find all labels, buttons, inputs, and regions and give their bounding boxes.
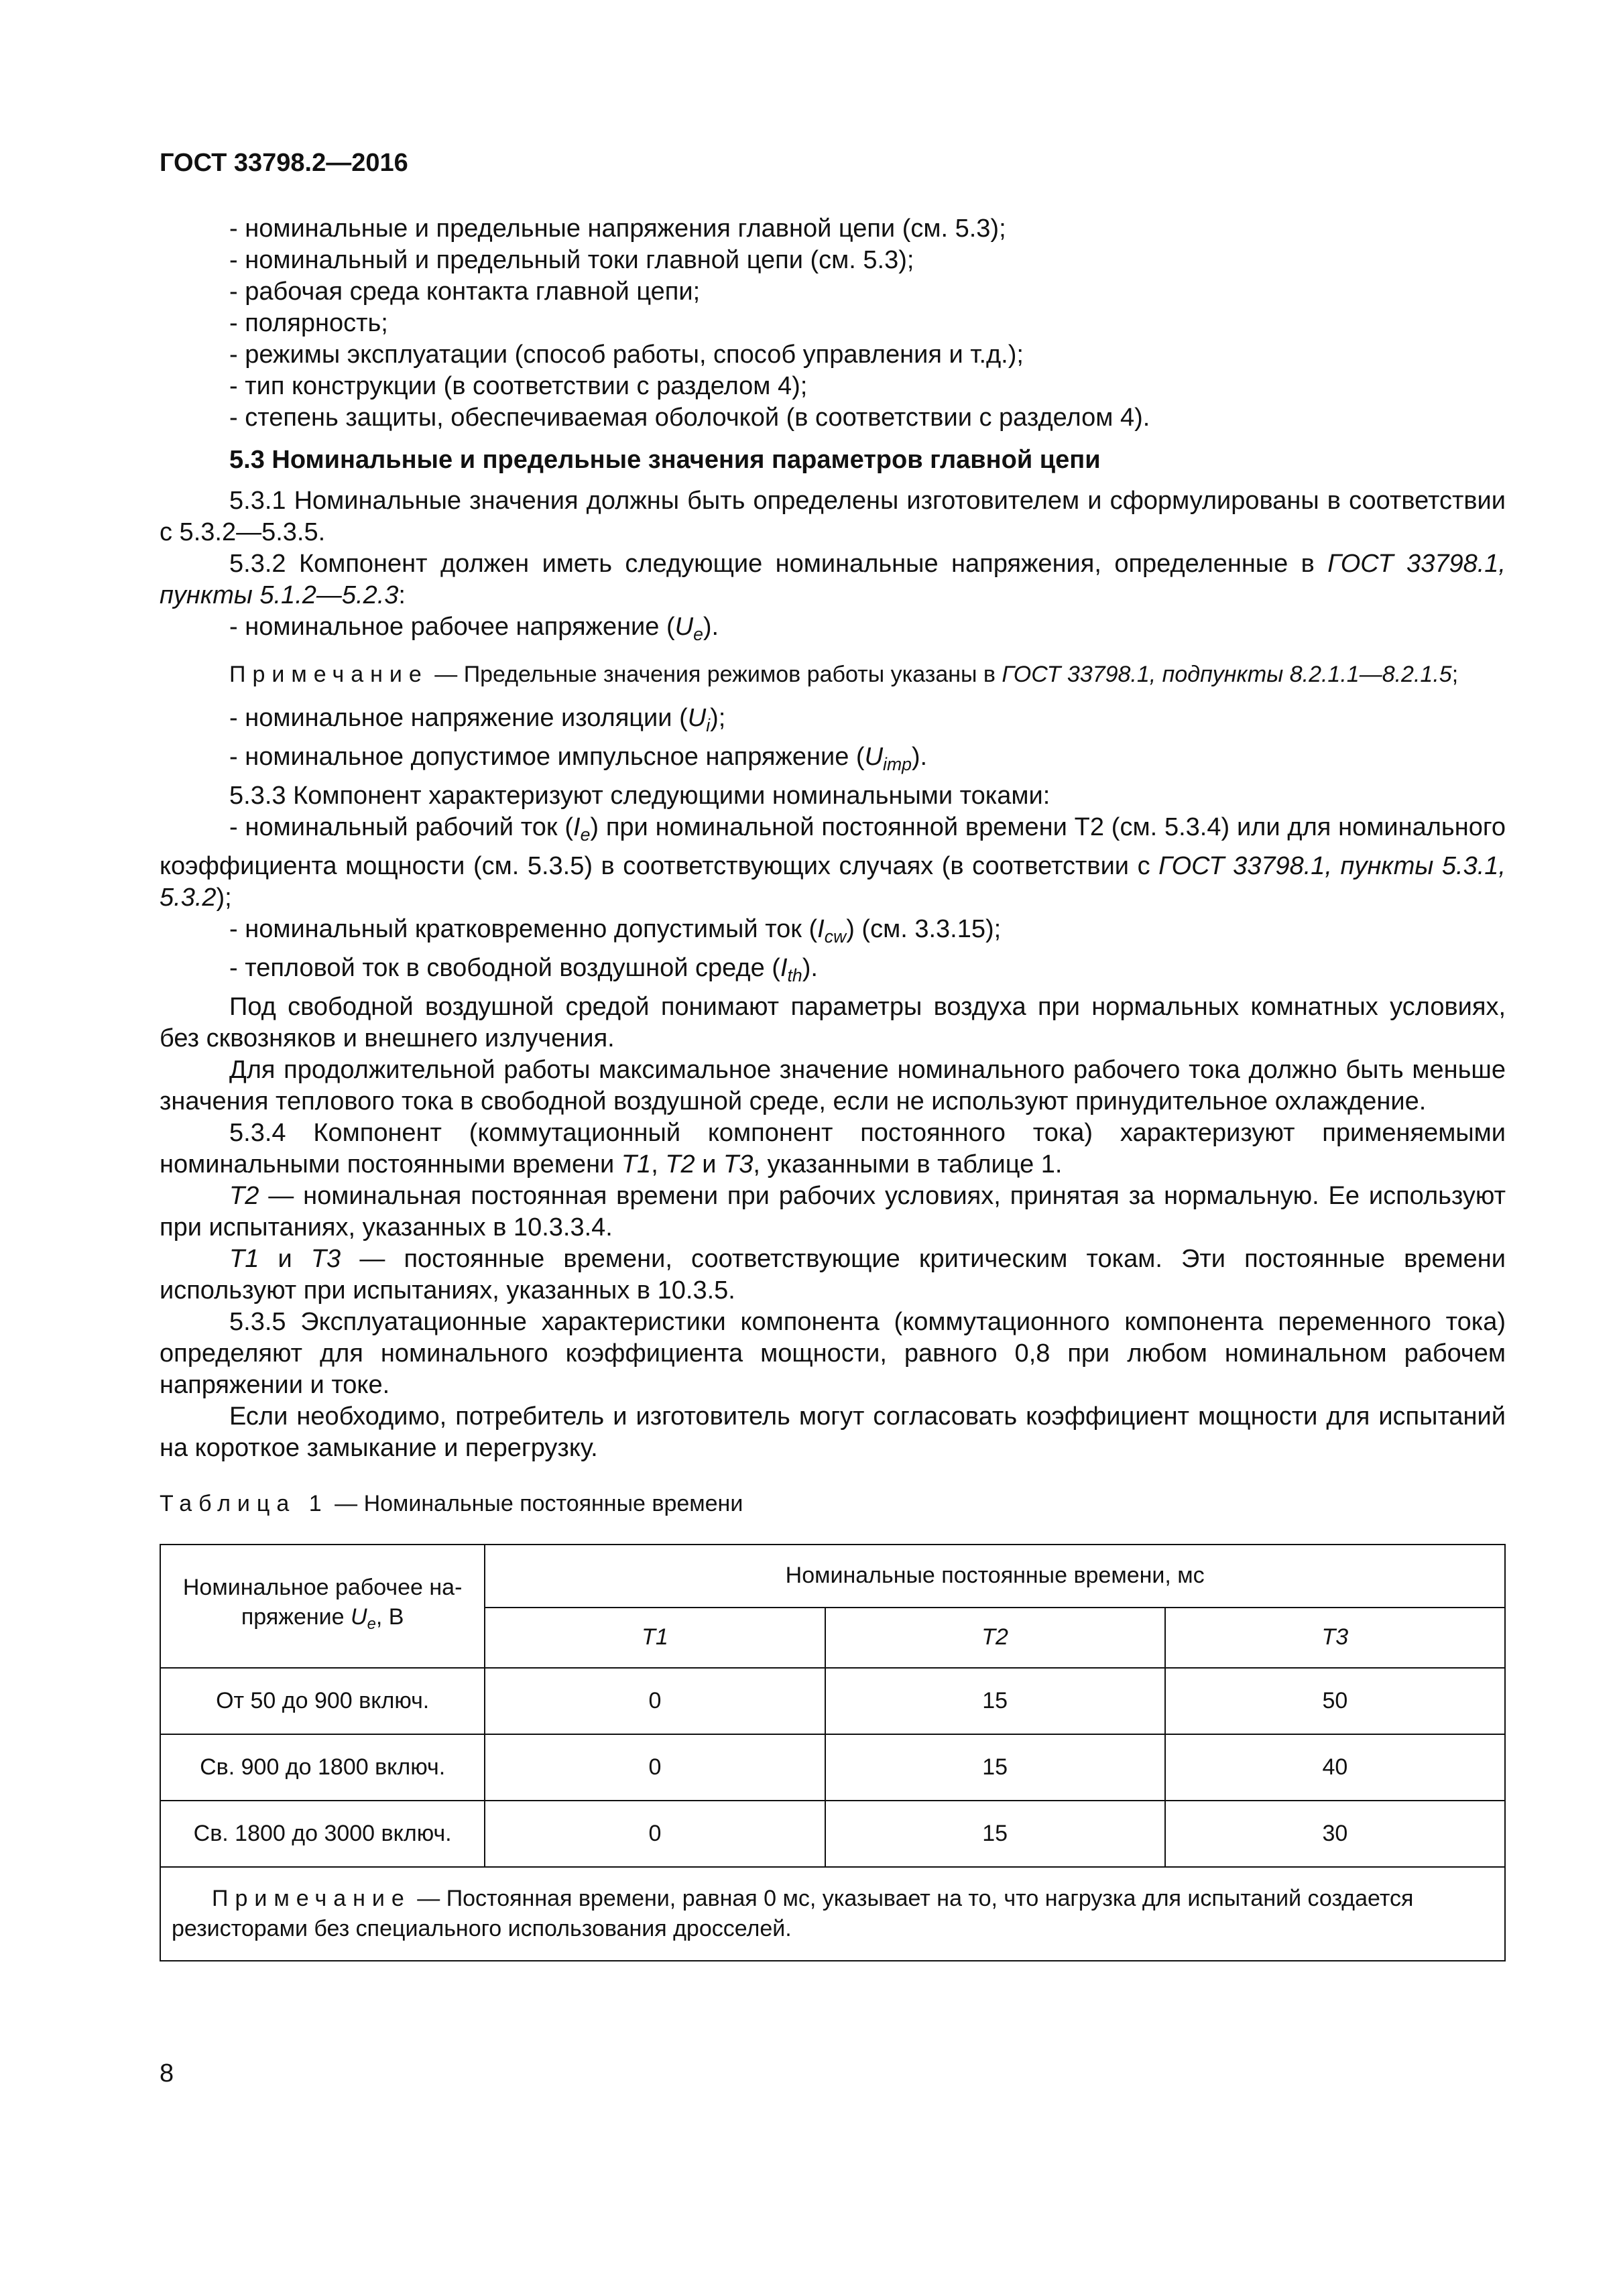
text: - номинальное напряжение изоляции ( — [229, 703, 688, 732]
text: ; — [1451, 661, 1459, 687]
symbol: T2 — [665, 1150, 695, 1179]
text: ) (см. 3.3.15); — [846, 914, 1002, 943]
table-row — [160, 1734, 1505, 1801]
paragraph-t2 — [160, 1181, 1506, 1244]
text: , — [651, 1150, 666, 1179]
subscript: imp — [883, 753, 912, 774]
note-text: — Предельные значения режимов работы указаны в — [428, 661, 1002, 687]
list-item-ui — [160, 703, 1506, 741]
note-text: — Постоянная времени, равная 0 мс, указывает на то, что нагрузка для испытаний создается резисторами без специального использования дросселей. — [172, 1885, 1414, 1941]
paragraph-agreement: Если необходимо, потребитель и изготовитель могут согласовать коэффициент мощности для испытаний на короткое замыкание и перегрузку. — [160, 1402, 1506, 1462]
text: 5.3.2 Компонент должен иметь следующие номинальные напряжения, определенные в — [229, 550, 1328, 578]
symbol: T3 — [723, 1150, 754, 1179]
cell-range: Св. 900 до 1800 включ. — [160, 1734, 485, 1801]
standard-reference: ГОСТ 33798.1, пункты 5.1.2—5.2.3 — [160, 550, 1506, 609]
note-label: Примечание — [229, 661, 428, 687]
text: - тепловой ток в свободной воздушной среде ( — [229, 953, 780, 982]
table-note-row — [160, 1867, 1505, 1961]
cell-range: Св. 1800 до 3000 включ. — [160, 1801, 485, 1867]
text: , В — [375, 1604, 404, 1630]
table-row — [160, 1801, 1505, 1867]
paragraph-continuous: Для продолжительной работы максимальное значение номинального рабочего тока должно быть меньше значения теплового тока в свободной воздушной среде, если не используют принудительное охлаждение. — [160, 1055, 1506, 1115]
page-number: 8 — [160, 2059, 174, 2088]
symbol: U — [674, 613, 694, 641]
caption-text: — Номинальные постоянные времени — [328, 1490, 743, 1516]
standard-reference: ГОСТ 33798.1, пункты 5.3.1, 5.3.2 — [160, 851, 1506, 912]
header-t1: T1 — [485, 1608, 825, 1668]
header-t2: T2 — [825, 1608, 1165, 1668]
text: пряжение — [241, 1604, 351, 1630]
header-t3: T3 — [1165, 1608, 1505, 1668]
cell-t1: 0 — [485, 1801, 825, 1867]
standard-reference: ГОСТ 33798.1, подпункты 8.2.1.1—8.2.1.5 — [1002, 661, 1452, 687]
symbol: T2 — [229, 1181, 259, 1210]
document-body — [160, 213, 1506, 1961]
paragraph-5-3-5: 5.3.5 Эксплуатационные характеристики компонента (коммутационного компонента переменного тока) определяют для номинального коэффициента мощности, равного 0,8 при любом номинальном рабочем напряжении и токе. — [160, 1307, 1506, 1399]
text: — номинальная постоянная времени при рабочих условиях, принятая за нормальную. Ее используют при испытаниях, указанных в 10.3.3.4. — [160, 1181, 1506, 1242]
cell-t2: 15 — [825, 1734, 1165, 1801]
text: : — [398, 581, 406, 609]
list-item: - режимы эксплуатации (способ работы, способ управления и т.д.); — [229, 341, 1024, 369]
text: — постоянные времени, соответствующие критическим токам. Эти постоянные времени используют при испытаниях, указанных в 10.3.5. — [160, 1244, 1506, 1305]
cell-t1: 0 — [485, 1668, 825, 1734]
text: - номинальный рабочий ток ( — [229, 812, 574, 841]
subscript: i — [706, 715, 711, 735]
symbol: I — [780, 953, 788, 982]
subscript: e — [367, 1615, 376, 1634]
symbol: I — [573, 812, 581, 841]
list-item: - тип конструкции (в соответствии с разделом 4); — [229, 372, 808, 400]
symbol: U — [351, 1604, 367, 1630]
list-item: - номинальный и предельный токи главной цепи (см. 5.3); — [229, 246, 914, 274]
list-item-uimp — [160, 741, 1506, 780]
cell-t3: 50 — [1165, 1668, 1505, 1734]
text: , указанными в таблице 1. — [753, 1150, 1063, 1179]
text: - номинальный кратковременно допустимый ток ( — [229, 914, 818, 943]
list-item: - полярность; — [229, 309, 388, 337]
paragraph-free-air: Под свободной воздушной средой понимают параметры воздуха при нормальных комнатных условиях, без сквозняков и внешнего излучения. — [160, 992, 1506, 1052]
symbol: T1 — [229, 1244, 259, 1273]
table-row — [160, 1668, 1505, 1734]
text: ). — [802, 953, 818, 982]
text: Номинальное рабочее на- — [182, 1575, 463, 1601]
paragraph-5-3-2 — [160, 548, 1506, 611]
text: ). — [703, 613, 719, 641]
table-header-row — [160, 1545, 1505, 1608]
note-1 — [160, 660, 1506, 689]
header-group: Номинальные постоянные времени, мс — [485, 1545, 1505, 1608]
header-voltage — [160, 1545, 485, 1668]
table-caption — [160, 1488, 1506, 1520]
text: и — [259, 1244, 311, 1273]
symbol: T1 — [621, 1150, 652, 1179]
subscript: cw — [824, 926, 847, 947]
paragraph-5-3-4 — [160, 1117, 1506, 1181]
document-header: ГОСТ 33798.2—2016 — [160, 149, 408, 177]
note-label: Примечание — [212, 1885, 411, 1911]
table-note — [160, 1867, 1505, 1961]
cell-range: От 50 до 900 включ. — [160, 1668, 485, 1734]
text: ) при номинальной постоянной времени Т2 (см. 5.3.4) или для номинального коэффициента мощности (см. 5.3.5) в соответствующих случаях (в соответствии с — [160, 812, 1506, 880]
section-title: 5.3 Номинальные и предельные значения параметров главной цепи — [229, 446, 1101, 474]
symbol: U — [687, 703, 707, 732]
text: ); — [710, 703, 726, 732]
cell-t2: 15 — [825, 1801, 1165, 1867]
text: ). — [911, 742, 928, 771]
cell-t3: 30 — [1165, 1801, 1505, 1867]
text: 5.3.4 Компонент (коммутационный компонент постоянного тока) характеризуют применяемыми номинальными постоянными времени — [160, 1118, 1506, 1179]
subscript: e — [580, 824, 591, 845]
paragraph-5-3-3: 5.3.3 Компонент характеризуют следующими номинальными токами: — [229, 781, 1050, 810]
list-item: - рабочая среда контакта главной цепи; — [229, 278, 701, 306]
cell-t3: 40 — [1165, 1734, 1505, 1801]
time-constants-table — [160, 1544, 1506, 1961]
list-item: - степень защиты, обеспечиваемая оболочкой (в соответствии с разделом 4). — [229, 404, 1150, 432]
subscript: e — [693, 623, 703, 644]
symbol: I — [817, 914, 825, 943]
subscript: th — [787, 965, 802, 985]
caption-label: Таблица 1 — [160, 1490, 328, 1516]
list-item-icw — [160, 914, 1506, 953]
cell-t2: 15 — [825, 1668, 1165, 1734]
list-item: - номинальные и предельные напряжения главной цепи (см. 5.3); — [229, 215, 1006, 243]
cell-t1: 0 — [485, 1734, 825, 1801]
text: - номинальное допустимое импульсное напряжение ( — [229, 742, 865, 771]
paragraph-5-3-1: 5.3.1 Номинальные значения должны быть определены изготовителем и сформулированы в соответствии с 5.3.2—5.3.5. — [160, 487, 1506, 546]
text: и — [695, 1150, 724, 1179]
text: ); — [216, 883, 232, 912]
text: - номинальное рабочее напряжение ( — [229, 613, 675, 641]
symbol: U — [864, 742, 884, 771]
list-item-ie — [160, 812, 1506, 914]
list-item-ith — [160, 953, 1506, 991]
list-item-ue — [160, 611, 1506, 650]
paragraph-t1-t3 — [160, 1244, 1506, 1307]
symbol: T3 — [310, 1244, 341, 1273]
